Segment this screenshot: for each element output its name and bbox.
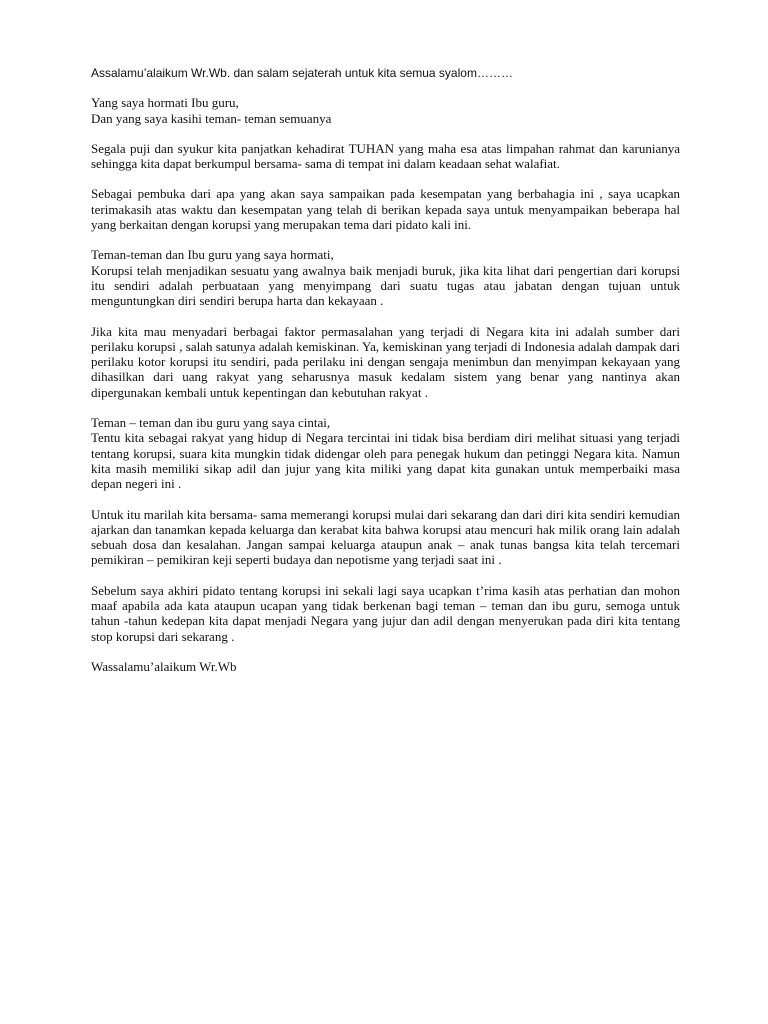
paragraph-heading-address-2: Teman – teman dan ibu guru yang saya cintai,: [91, 415, 331, 431]
paragraph-citizens: Tentu kita sebagai rakyat yang hidup di Negara tercintai ini tidak bisa berdiam diri melihat situasi yang terjadi tentang korupsi, suara kita mungkin tidak didengar oleh para penegak hukum dan petinggi Negara kita. Namun kita masih memiliki sikap adil dan jujur yang kita miliki yang dapat kita gunakan untuk memperbaiki masa depan negeri ini .: [91, 430, 680, 492]
paragraph-poverty: Jika kita mau menyadari berbagai faktor permasalahan yang terjadi di Negara kita ini adalah sumber dari perilaku korupsi , salah satunya adalah kemiskinan. Ya, kemiskinan yang terjadi di Indonesia adalah dampak dari perilaku kotor korupsi itu sendiri, pada perilaku ini dengan sengaja menimbun dan menyimpan kekayaan yang dihasilkan dari uang rakyat yang seharusnya masuk kedalam sistem yang benar yang nantinya akan dipergunakan kembali untuk kepentingan dan kebutuhan rakyat .: [91, 323, 680, 400]
paragraph-closing-remarks: Sebelum saya akhiri pidato tentang korupsi ini sekali lagi saya ucapkan t’rima kasih atas perhatian dan mohon maaf apabila ada kata ataupun ucapan yang tidak berkenan bagi teman – teman dan ibu guru, semoga untuk tahun -tahun kedepan kita dapat menjadi Negara yang jujur dan adil dengan menyerukan pada diri kita tentang stop korupsi dari sekarang .: [91, 582, 680, 644]
salutation-line-friends: Dan yang saya kasihi teman- teman semuanya: [91, 110, 332, 126]
paragraph-corruption-definition-block: [91, 247, 680, 308]
opening-greeting: Assalamu’alaikum Wr.Wb. dan salam sejaterah untuk kita semua syalom………: [91, 66, 513, 80]
closing-greeting: Wassalamu’alaikum Wr.Wb: [91, 658, 237, 674]
speech-text: [91, 66, 680, 674]
paragraph-opening: Sebagai pembuka dari apa yang akan saya sampaikan pada kesempatan yang berbahagia ini , saya ucapkan terimakasih atas waktu dan kesempatan yang telah di berikan kepada saya untuk menyampaikan beberapa hal yang berkaitan dengan korupsi yang merupakan tema dari pidato kali ini.: [91, 186, 680, 233]
salutation-line-teacher: Yang saya hormati Ibu guru,: [91, 95, 239, 111]
paragraph-corruption-definition: Korupsi telah menjadikan sesuatu yang awalnya baik menjadi buruk, jika kita lihat dari pengertian dari korupsi itu sendiri adalah perbuataan yang menyimpang dari suatu tugas atau jabatan dengan tujuan untuk menguntungkan diri sendiri berupa harta dan kekayaan .: [91, 262, 680, 309]
salutation: [91, 95, 680, 126]
paragraph-citizens-block: [91, 415, 680, 491]
paragraph-gratitude: Segala puji dan syukur kita panjatkan kehadirat TUHAN yang maha esa atas limpahan rahmat dan karunianya sehingga kita dapat berkumpul bersama- sama di tempat ini dalam keadaan sehat walafiat.: [91, 140, 680, 172]
paragraph-heading-address: Teman-teman dan Ibu guru yang saya hormati,: [91, 247, 334, 263]
paragraph-fight-corruption: Untuk itu marilah kita bersama- sama memerangi korupsi mulai dari sekarang dan dari diri kita sendiri kemudian ajarkan dan tanamkan kepada keluarga dan kerabat kita bahwa korupsi atau mencuri hak milik orang lain adalah sebuah dosa dan kesalahan. Jangan sampai keluarga ataupun anak – anak tunas bangsa kita telah tercemari pemikiran – pemikiran keji seperti budaya dan nepotisme yang terjadi saat ini .: [91, 506, 680, 568]
